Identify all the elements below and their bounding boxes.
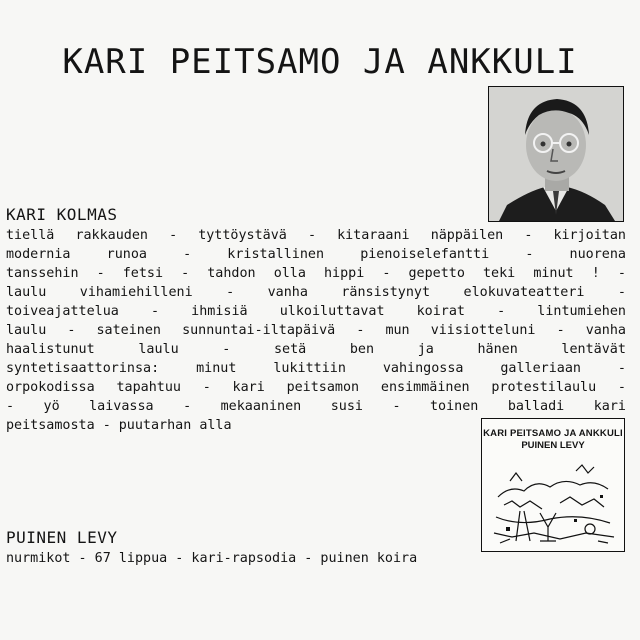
track-word: - <box>307 228 316 243</box>
track-word: kitaraani <box>337 228 410 243</box>
track-word: yö <box>43 399 60 414</box>
track-word: peitsamon <box>286 380 360 395</box>
track-word: pienoiselefantti <box>360 247 490 262</box>
track-word: ränsistynyt <box>341 285 431 300</box>
track-word: minut <box>196 361 237 376</box>
track-word: kristallinen <box>227 247 325 262</box>
track-word: protestilaulu <box>491 380 597 395</box>
track-word: minut <box>533 266 574 281</box>
track-line <box>6 302 626 321</box>
track-word: - <box>356 323 365 338</box>
track-word: - <box>392 399 401 414</box>
track-word: kari <box>593 399 626 414</box>
track-word: olla <box>273 266 306 281</box>
track-word: haalistunut <box>6 342 95 357</box>
track-word: setä <box>273 342 307 357</box>
track-list-kari-kolmas <box>6 226 626 435</box>
track-word: - <box>556 323 565 338</box>
track-word: - <box>382 266 391 281</box>
track-word: toiveajattelua <box>6 304 119 319</box>
track-word: lintumiehen <box>537 304 626 319</box>
track-word: elokuvateatteri <box>463 285 585 300</box>
track-word: runoa <box>106 247 147 262</box>
track-word: vahingossa <box>382 361 464 376</box>
track-word: ulkoiluttavat <box>279 304 385 319</box>
track-word: teki <box>483 266 516 281</box>
track-word: tiellä <box>6 228 55 243</box>
track-word: balladi <box>507 399 565 414</box>
cover-drawing <box>490 457 618 547</box>
track-word: tanssehin <box>6 266 79 281</box>
track-word: - <box>150 304 160 319</box>
track-word: susi <box>330 399 363 414</box>
track-word: toinen <box>429 399 479 414</box>
track-word: - <box>169 228 178 243</box>
track-word: modernia <box>6 247 71 262</box>
track-word: ihmisiä <box>191 304 248 319</box>
track-word: - <box>183 399 192 414</box>
album-cover-thumbnail <box>481 418 625 552</box>
track-line <box>6 416 476 435</box>
track-word: hippi <box>324 266 365 281</box>
page-title: KARI PEITSAMO JA ANKKULI <box>62 42 578 82</box>
track-word: - <box>617 361 626 376</box>
track-line <box>6 245 626 264</box>
artist-photo <box>488 86 624 222</box>
cover-subtitle: PUINEN LEVY <box>521 440 585 451</box>
track-word: - <box>102 418 111 433</box>
track-word: sunnuntai-iltapäivä <box>182 323 336 338</box>
track-word: näppäilen <box>430 228 504 243</box>
track-word: vihamiehilleni <box>79 285 193 300</box>
track-word: tyttöystävä <box>198 228 287 243</box>
track-line <box>6 264 626 283</box>
track-word: nuorena <box>569 247 626 262</box>
portrait-image <box>489 87 623 221</box>
section-heading-puinen-levy: PUINEN LEVY <box>6 528 118 547</box>
track-word: - <box>226 285 235 300</box>
track-line <box>6 397 626 416</box>
track-word: hänen <box>477 342 518 357</box>
track-word: - <box>96 266 105 281</box>
track-word: vanha <box>585 323 626 338</box>
track-word: vanha <box>267 285 308 300</box>
track-word: - <box>525 247 534 262</box>
track-word: lukittiin <box>273 361 346 376</box>
track-word: mekaaninen <box>220 399 302 414</box>
track-word: gepetto <box>408 266 465 281</box>
track-word: rakkauden <box>75 228 148 243</box>
track-word: lentävät <box>561 342 626 357</box>
track-line <box>6 378 626 397</box>
track-word: viisiotteluni <box>430 323 536 338</box>
track-word: kirjoitan <box>553 228 626 243</box>
track-word: - <box>67 323 76 338</box>
track-word: - <box>202 380 211 395</box>
section-heading-kari-kolmas: KARI KOLMAS <box>6 205 118 224</box>
cover-title: KARI PEITSAMO JA ANKKULI <box>483 428 623 439</box>
track-word: - <box>617 380 626 395</box>
track-word: laivassa <box>89 399 154 414</box>
track-word: alla <box>199 418 232 433</box>
track-word: - <box>617 266 626 281</box>
track-word: sateinen <box>96 323 161 338</box>
track-word: - <box>183 247 192 262</box>
track-word: ben <box>349 342 375 357</box>
track-line <box>6 321 626 340</box>
track-word: - <box>497 304 506 319</box>
track-word: - <box>181 266 190 281</box>
track-word: kari <box>232 380 265 395</box>
track-word: puutarhan <box>118 418 192 433</box>
track-word: laulu <box>6 323 47 338</box>
track-word: - <box>617 285 626 300</box>
track-word: peitsamosta <box>6 418 95 433</box>
track-word: tahdon <box>207 266 256 281</box>
track-word: - <box>524 228 533 243</box>
track-word: fetsi <box>122 266 164 281</box>
track-word: - <box>222 342 231 357</box>
track-word: ensimmäinen <box>380 380 470 395</box>
track-word: galleriaan <box>500 361 581 376</box>
track-word: mun <box>385 323 410 338</box>
track-word: tapahtuu <box>116 380 181 395</box>
track-word: orpokodissa <box>6 380 95 395</box>
track-word: syntetisaattorinsa: <box>6 361 160 376</box>
track-word: ja <box>417 342 434 357</box>
track-list-puinen-levy: nurmikot - 67 lippua - kari-rapsodia - puinen koira <box>6 551 418 566</box>
track-line <box>6 359 626 378</box>
track-word: ! <box>591 266 600 281</box>
track-word: - <box>6 399 15 414</box>
track-line <box>6 283 626 302</box>
track-word: koirat <box>416 304 465 319</box>
track-line <box>6 340 626 359</box>
track-line <box>6 226 626 245</box>
track-word: laulu <box>138 342 179 357</box>
track-word: laulu <box>6 285 47 300</box>
